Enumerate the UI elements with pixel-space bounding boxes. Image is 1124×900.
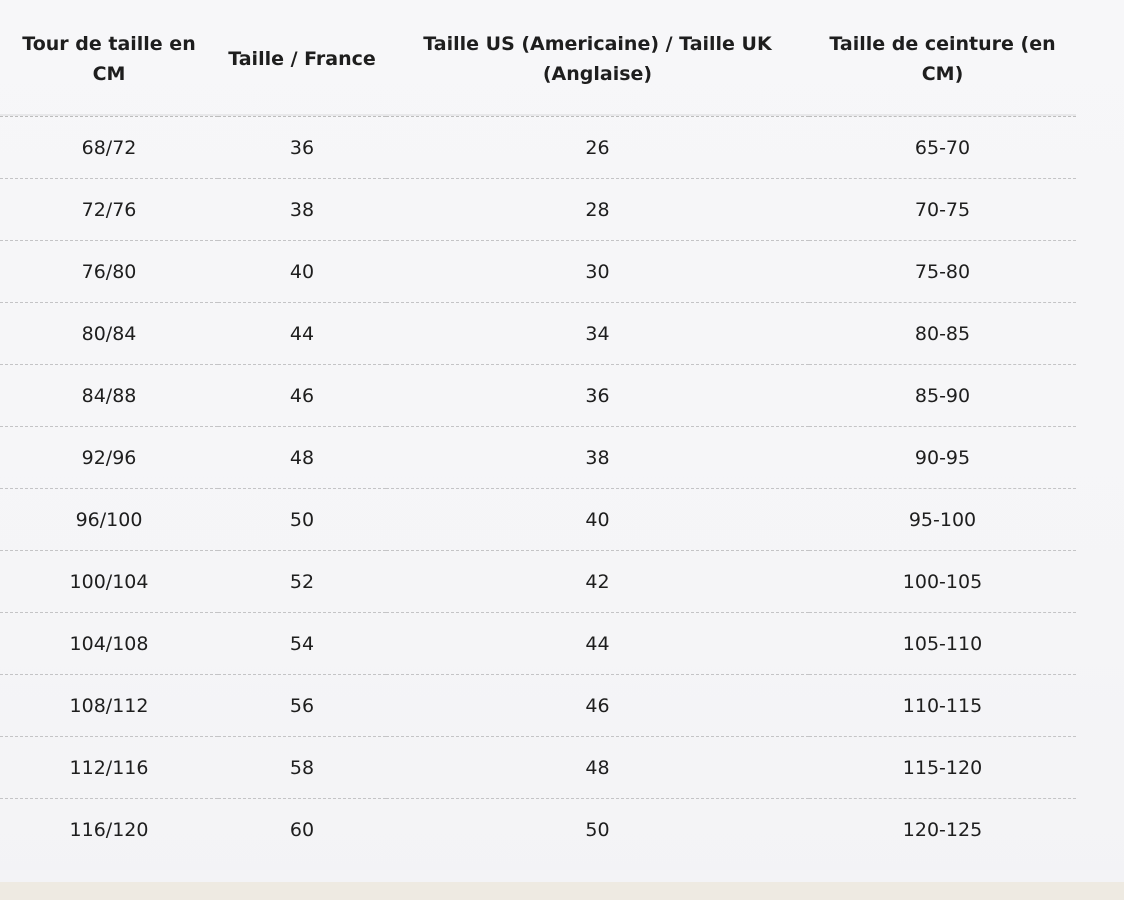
cell-waist: 72/76 (0, 179, 218, 241)
cell-waist: 68/72 (0, 117, 218, 179)
cell-size-us-uk: 26 (386, 117, 809, 179)
cell-belt-size: 95-100 (809, 489, 1076, 551)
cell-belt-size: 75-80 (809, 241, 1076, 303)
cell-belt-size: 120-125 (902, 819, 983, 841)
table-row (0, 303, 1076, 365)
page-bottom-edge (0, 882, 1124, 900)
cell-waist: 104/108 (0, 613, 218, 675)
table-row (0, 489, 1076, 551)
cell-waist: 92/96 (0, 427, 218, 489)
cell-size-france: 58 (218, 737, 386, 799)
table-row (0, 551, 1076, 613)
table-row (0, 241, 1076, 303)
header-row (0, 0, 1076, 117)
table-header (0, 0, 1076, 117)
table-row (0, 613, 1076, 675)
cell-waist: 108/112 (0, 675, 218, 737)
cell-size-france: 50 (218, 489, 386, 551)
cell-size-us-uk: 50 (585, 819, 610, 841)
cell-size-us-uk: 30 (386, 241, 809, 303)
cell-size-france: 60 (289, 819, 315, 841)
cell-size-france: 40 (218, 241, 386, 303)
cell-waist: 100/104 (0, 551, 218, 613)
table-body (0, 117, 1076, 862)
cell-size-france: 46 (218, 365, 386, 427)
table-row (0, 675, 1076, 737)
header-belt-size-cm: Taille de ceinture (en CM) (809, 0, 1076, 117)
cell-belt-size: 105-110 (809, 613, 1076, 675)
table-row (0, 737, 1076, 799)
cell-size-us-uk: 40 (386, 489, 809, 551)
cell-belt-size: 65-70 (809, 117, 1076, 179)
cell-size-france: 52 (218, 551, 386, 613)
cell-size-us-uk: 46 (386, 675, 809, 737)
cell-belt-size: 90-95 (809, 427, 1076, 489)
cell-size-france: 44 (218, 303, 386, 365)
cell-size-us-uk: 42 (386, 551, 809, 613)
cell-belt-size: 110-115 (809, 675, 1076, 737)
cell-belt-size: 100-105 (809, 551, 1076, 613)
table-row (0, 117, 1076, 179)
table-row (0, 179, 1076, 241)
cell-waist: 76/80 (0, 241, 218, 303)
cell-belt-size: 80-85 (809, 303, 1076, 365)
cell-belt-size: 115-120 (809, 737, 1076, 799)
cell-size-us-uk: 38 (386, 427, 809, 489)
cell-size-france: 36 (218, 117, 386, 179)
cell-size-us-uk: 48 (386, 737, 809, 799)
cell-size-france: 48 (218, 427, 386, 489)
cell-size-us-uk: 36 (386, 365, 809, 427)
cell-size-france: 54 (218, 613, 386, 675)
cell-waist: 84/88 (0, 365, 218, 427)
header-size-france: Taille / France (218, 0, 386, 117)
header-size-us-uk: Taille US (Americaine) / Taille UK (Anglaise) (386, 0, 809, 117)
cell-waist: 80/84 (0, 303, 218, 365)
cell-size-us-uk: 28 (386, 179, 809, 241)
table-row (0, 799, 1076, 862)
header-waist-cm: Tour de taille en CM (0, 0, 218, 117)
cell-waist: 112/116 (0, 737, 218, 799)
table-row (0, 365, 1076, 427)
cell-waist: 116/120 (69, 819, 149, 841)
cell-size-france: 56 (218, 675, 386, 737)
cell-belt-size: 70-75 (809, 179, 1076, 241)
cell-size-us-uk: 34 (386, 303, 809, 365)
cell-size-france: 38 (218, 179, 386, 241)
cell-size-us-uk: 44 (386, 613, 809, 675)
cell-waist: 96/100 (0, 489, 218, 551)
table-row (0, 427, 1076, 489)
cell-belt-size: 85-90 (809, 365, 1076, 427)
